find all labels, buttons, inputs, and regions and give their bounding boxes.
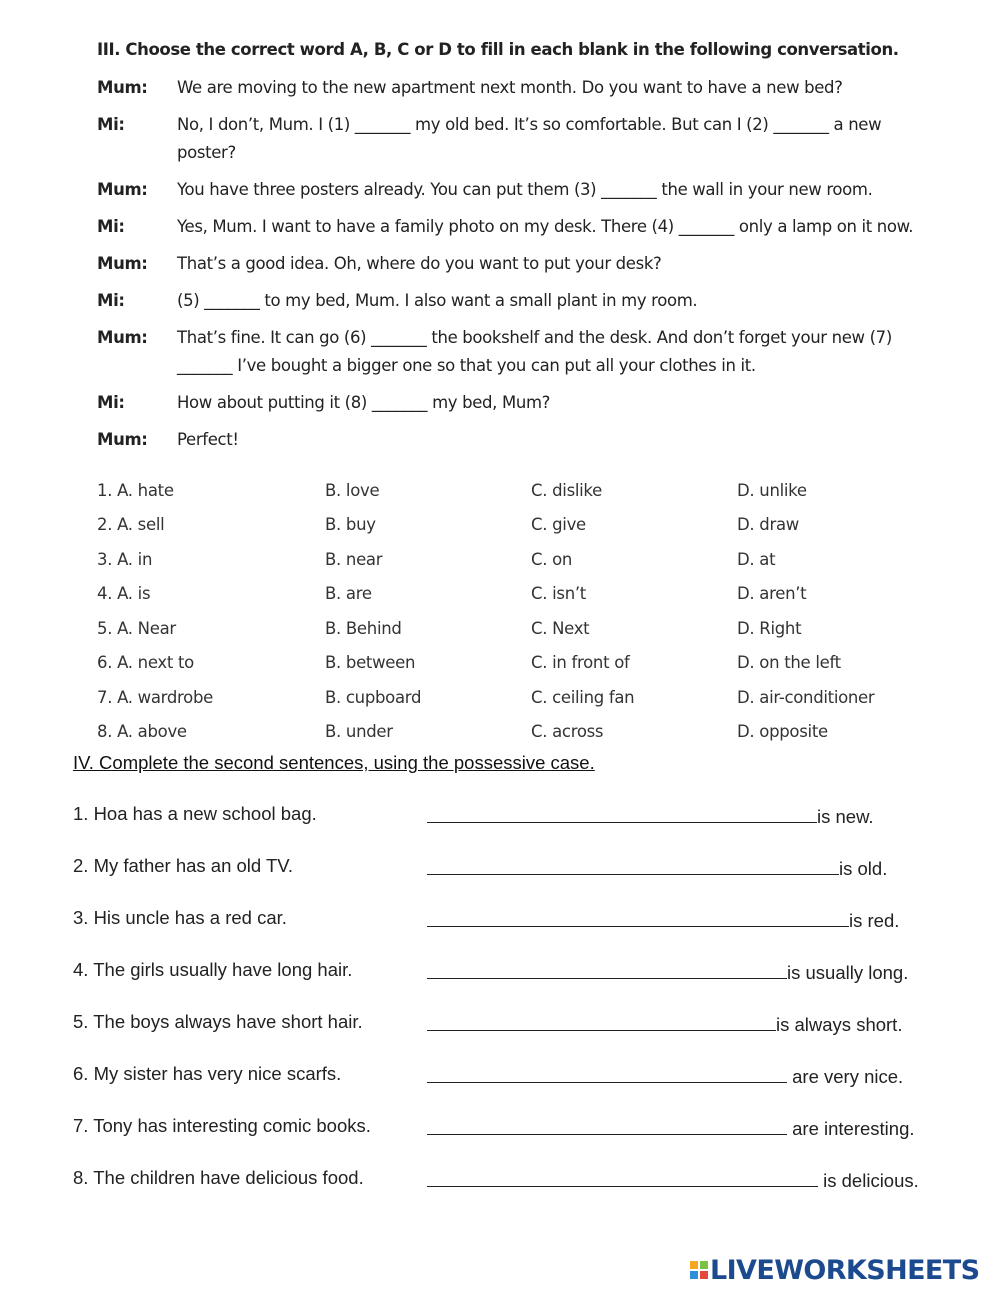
choice-option[interactable]: B. love	[325, 480, 380, 500]
choice-row	[97, 508, 917, 543]
exercise-row	[73, 1063, 953, 1089]
choice-option[interactable]: B. under	[325, 722, 393, 742]
choice-option[interactable]: 5. A. Near	[97, 618, 176, 638]
dialogue-line	[97, 287, 917, 315]
speech: Yes, Mum. I want to have a family photo on my desk. There (4) _______ only a lamp on it now.	[177, 217, 914, 236]
exercise-row	[73, 1011, 953, 1037]
speaker: Mum:	[97, 180, 148, 199]
exercise-prompt: 5. The boys always have short hair.	[73, 1011, 363, 1032]
section-4-heading: IV. Complete the second sentences, using the possessive case.	[73, 752, 595, 773]
answer-blank-input[interactable]	[427, 959, 787, 979]
answer-blank-input[interactable]	[427, 1011, 776, 1031]
answer-line	[427, 855, 887, 880]
exercise-row	[73, 1115, 953, 1141]
answer-blank-input[interactable]	[427, 1063, 787, 1083]
dialogue-line	[97, 426, 917, 454]
choice-option[interactable]: D. draw	[737, 515, 799, 535]
speech: Perfect!	[177, 430, 239, 449]
speech: No, I don’t, Mum. I (1) _______ my old bed. It’s so comfortable. But can I (2) _______ a new poster?	[177, 115, 882, 162]
dialogue-line	[97, 389, 917, 417]
choice-row	[97, 715, 917, 750]
choice-option[interactable]: B. between	[325, 653, 416, 673]
logo-square	[700, 1271, 708, 1279]
choice-option[interactable]: D. unlike	[737, 480, 807, 500]
exercise-prompt: 3. His uncle has a red car.	[73, 907, 287, 928]
choice-option[interactable]: C. across	[531, 722, 604, 742]
choice-option[interactable]: D. Right	[737, 618, 802, 638]
exercise-prompt: 4. The girls usually have long hair.	[73, 959, 353, 980]
choice-option[interactable]: D. opposite	[737, 722, 828, 742]
choice-option[interactable]: 7. A. wardrobe	[97, 687, 213, 707]
choice-option[interactable]: C. on	[531, 549, 573, 569]
exercise-row	[73, 907, 953, 933]
choice-row	[97, 646, 917, 681]
speech: We are moving to the new apartment next month. Do you want to have a new bed?	[177, 78, 843, 97]
dialogue	[97, 74, 917, 463]
exercise-prompt: 2. My father has an old TV.	[73, 855, 294, 876]
speaker: Mum:	[97, 254, 148, 273]
speaker: Mi:	[97, 393, 125, 412]
sentence-ending: is usually long.	[787, 962, 909, 983]
choice-row	[97, 473, 917, 508]
answer-line	[427, 959, 908, 984]
dialogue-line	[97, 213, 917, 241]
logo-square	[690, 1261, 698, 1269]
choice-option[interactable]: C. isn’t	[531, 584, 586, 604]
section-3-heading: III. Choose the correct word A, B, C or D to fill in each blank in the following conversation.	[97, 40, 899, 59]
sentence-ending: is new.	[817, 806, 874, 827]
choice-option[interactable]: 2. A. sell	[97, 515, 165, 535]
speaker: Mum:	[97, 430, 148, 449]
choice-option[interactable]: C. give	[531, 515, 586, 535]
choice-row	[97, 680, 917, 715]
dialogue-line	[97, 176, 917, 204]
speaker: Mi:	[97, 217, 125, 236]
speech: That’s fine. It can go (6) _______ the bookshelf and the desk. And don’t forget your new (7) _______ I’ve bought a bigger one so that you can put all your clothes in it.	[177, 328, 892, 375]
choice-option[interactable]: C. ceiling fan	[531, 687, 635, 707]
exercise-prompt: 8. The children have delicious food.	[73, 1167, 364, 1188]
answer-blank-input[interactable]	[427, 803, 817, 823]
logo-text: LIVEWORKSHEETS	[710, 1254, 980, 1286]
exercise-prompt: 6. My sister has very nice scarfs.	[73, 1063, 342, 1084]
choice-option[interactable]: D. at	[737, 549, 776, 569]
choice-option[interactable]: B. are	[325, 584, 372, 604]
choice-option[interactable]: B. near	[325, 549, 383, 569]
logo-mark-icon	[690, 1261, 708, 1279]
dialogue-line	[97, 324, 917, 380]
exercise-row	[73, 855, 953, 881]
answer-line	[427, 1063, 903, 1088]
speaker: Mi:	[97, 115, 125, 134]
logo-square	[690, 1271, 698, 1279]
choice-option[interactable]: B. cupboard	[325, 687, 422, 707]
liveworksheets-logo[interactable]	[690, 1254, 979, 1286]
answer-choices	[97, 473, 917, 749]
speaker: Mi:	[97, 291, 125, 310]
speech: That’s a good idea. Oh, where do you want to put your desk?	[177, 254, 662, 273]
choice-option[interactable]: B. buy	[325, 515, 376, 535]
answer-line	[427, 1167, 919, 1192]
logo-square	[700, 1261, 708, 1269]
sentence-ending: is always short.	[776, 1014, 903, 1035]
choice-option[interactable]: B. Behind	[325, 618, 402, 638]
speech: How about putting it (8) _______ my bed, Mum?	[177, 393, 551, 412]
speech: You have three posters already. You can put them (3) _______ the wall in your new room.	[177, 180, 873, 199]
exercise-row	[73, 803, 953, 829]
answer-line	[427, 1011, 902, 1036]
choice-option[interactable]: 4. A. is	[97, 584, 151, 604]
choice-row	[97, 611, 917, 646]
choice-option[interactable]: 8. A. above	[97, 722, 187, 742]
exercise-row	[73, 1167, 953, 1193]
choice-option[interactable]: 1. A. hate	[97, 480, 174, 500]
sentence-ending: are interesting.	[787, 1118, 915, 1139]
answer-line	[427, 1115, 915, 1140]
choice-row	[97, 577, 917, 612]
dialogue-line	[97, 74, 917, 102]
speaker: Mum:	[97, 328, 148, 347]
choice-option[interactable]: C. Next	[531, 618, 590, 638]
choice-option[interactable]: 3. A. in	[97, 549, 153, 569]
sentence-ending: is delicious.	[818, 1170, 919, 1191]
dialogue-line	[97, 250, 917, 278]
choice-option[interactable]: C. dislike	[531, 480, 602, 500]
speech: (5) _______ to my bed, Mum. I also want a small plant in my room.	[177, 291, 698, 310]
choice-option[interactable]: D. aren’t	[737, 584, 807, 604]
exercise-prompt: 1. Hoa has a new school bag.	[73, 803, 317, 824]
choice-row	[97, 542, 917, 577]
sentence-ending: is red.	[849, 910, 900, 931]
sentence-ending: are very nice.	[787, 1066, 904, 1087]
choice-option[interactable]: 6. A. next to	[97, 653, 194, 673]
answer-blank-input[interactable]	[427, 855, 839, 875]
answer-blank-input[interactable]	[427, 1115, 787, 1135]
exercise-prompt: 7. Tony has interesting comic books.	[73, 1115, 371, 1136]
choice-option[interactable]: C. in front of	[531, 653, 630, 673]
sentence-ending: is old.	[839, 858, 888, 879]
exercise-row	[73, 959, 953, 985]
answer-blank-input[interactable]	[427, 1167, 818, 1187]
answer-line	[427, 907, 899, 932]
answer-blank-input[interactable]	[427, 907, 849, 927]
speaker: Mum:	[97, 78, 148, 97]
answer-line	[427, 803, 874, 828]
choice-option[interactable]: D. air-conditioner	[737, 687, 875, 707]
dialogue-line	[97, 111, 917, 167]
choice-option[interactable]: D. on the left	[737, 653, 841, 673]
